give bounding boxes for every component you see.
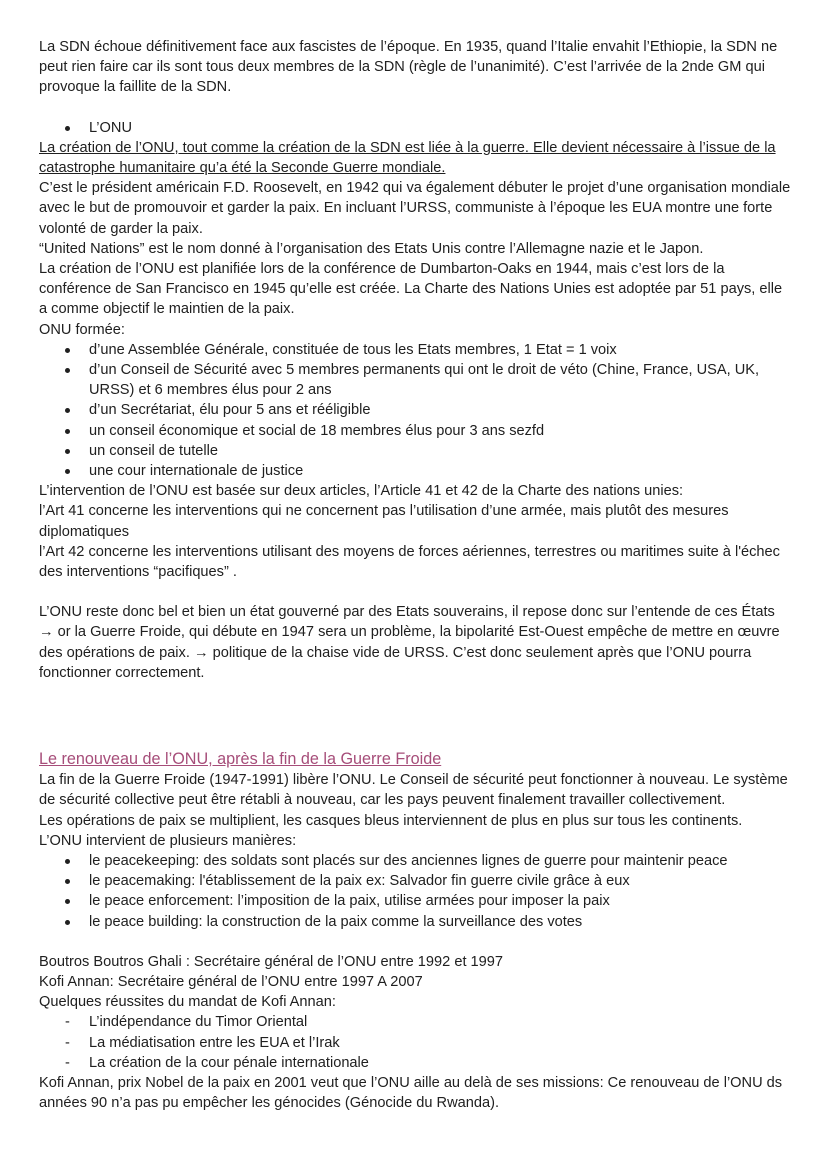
successes-list [39,1012,791,1073]
reussites-paragraph: Quelques réussites du mandat de Kofi Annan: [39,994,336,1011]
success-item: - L’indépendance du Timor Oriental [39,1012,791,1032]
onu-bullet-list [39,118,791,138]
intro-paragraph: La SDN échoue définitivement face aux fascistes de l’époque. En 1935, quand l’Italie envahit l’Ethiopie, la SDN ne peut rien faire car ils sont tous deux membres de la SDN (règle de l’unanimité). C’est l’arrivée de la 2nde GM qui provoque la faillite de la SDN. [39,39,778,96]
conclusion-paragraph: L’ONU reste donc bel et bien un état gouverné par des Etats souverains, il repose donc sur l’entende de ces États → or la Guerre Froide, qui débute en 1947 sera un problème, la bipolarité Est-Ouest empêche de mettre en œuvre des opérations de paix. → politique de la chaise vide de URSS. C’est donc seulement après que l’ONU pourra fonctionner correctement. [39,604,780,681]
fin-guerre-froide-paragraph: La fin de la Guerre Froide (1947-1991) libère l’ONU. Le Conseil de sécurité peut fonctionner à nouveau. Le système de sécurité collective peut être rétabli à nouveau, car les pays peuvent finalement travailler collectivement. [39,772,788,809]
spacer [39,932,791,952]
organ-item: d’un Secrétariat, élu pour 5 ans et rééligible [39,400,791,420]
boutros-paragraph: Boutros Boutros Ghali : Secrétaire général de l’ONU entre 1992 et 1997 [39,953,504,970]
onu-organs-list [39,340,791,481]
section-heading: Le renouveau de l’ONU, après la fin de la Guerre Froide [39,750,442,769]
manieres-paragraph: L’ONU intervient de plusieurs manières: [39,832,297,849]
spacer [39,683,791,743]
onu-underlined-paragraph: La création de l’ONU, tout comme la création de la SDN est liée à la guerre. Elle devient nécessaire à l’issue de la catastrophe humanitaire qu’a été la Seconde Guerre mondiale. [39,139,776,177]
peace-modes-list [39,851,791,932]
united-nations-paragraph: “United Nations” est le nom donné à l’organisation des Etats Unis contre l’Allemagne nazie et le Japon. [39,240,704,257]
peace-mode-item: le peace enforcement: l’imposition de la paix, utilise armées pour imposer la paix [39,891,791,911]
organ-item: un conseil économique et social de 18 membres élus pour 3 ans sezfd [39,421,791,441]
roosevelt-paragraph: C’est le président américain F.D. Roosevelt, en 1942 qui va également débuter le projet d’une organisation mondiale avec le but de promouvoir et garder la paix. En incluant l’URSS, communiste à l’époque les EUA montre une forte volonté de garder la paix. [39,180,791,237]
intervention-paragraph: L’intervention de l’ONU est basée sur deux articles, l’Article 41 et 42 de la Charte des nations unies: [39,483,684,500]
organ-item: d’une Assemblée Générale, constituée de tous les Etats membres, 1 Etat = 1 voix [39,340,791,360]
success-item: - La médiatisation entre les EUA et l’Irak [39,1033,791,1053]
spacer [39,98,791,118]
onu-bullet: L’ONU [39,118,791,138]
art41-paragraph: l’Art 41 concerne les interventions qui ne concernent pas l’utilisation d’une armée, mais plutôt des mesures diplomatiques [39,503,729,540]
spacer [39,582,791,602]
organ-item: un conseil de tutelle [39,441,791,461]
nobel-paragraph: Kofi Annan, prix Nobel de la paix en 2001 veut que l’ONU aille au delà de ses missions: Ce renouveau de l’ONU ds années 90 n’a pas pu empêcher les génocides (Génocide du Rwanda). [39,1074,783,1112]
success-item: - La création de la cour pénale internationale [39,1053,791,1073]
operations-paragraph: Les opérations de paix se multiplient, les casques bleus interviennent de plus en plus sur tous les continents. [39,812,743,829]
onu-formed-label: ONU formée: [39,321,125,338]
kofi-paragraph: Kofi Annan: Secrétaire général de l’ONU entre 1997 A 2007 [39,973,423,990]
peace-mode-item: le peacekeeping: des soldats sont placés sur des anciennes lignes de guerre pour maintenir peace [39,851,791,871]
creation-paragraph: La création de l’ONU est planifiée lors de la conférence de Dumbarton-Oaks en 1944, mais c’est lors de la conférence de San Francisco en 1945 qu’elle est créée. La Charte des Nations Unies est adoptée par 51 pays, elle a comme objectif le maintien de la paix. [39,261,783,318]
peace-mode-item: le peacemaking: l'établissement de la paix ex: Salvador fin guerre civile grâce à eux [39,871,791,891]
organ-item: une cour internationale de justice [39,461,791,481]
organ-item: d’un Conseil de Sécurité avec 5 membres permanents qui ont le droit de véto (Chine, France, USA, UK, URSS) et 6 membres élus pour 2 ans [39,360,791,400]
art42-paragraph: l’Art 42 concerne les interventions utilisant des moyens de forces aériennes, terrestres ou maritimes suite à l'échec des interventions “pacifiques” . [39,543,780,581]
document-page [39,37,791,1113]
peace-mode-item: le peace building: la construction de la paix comme la surveillance des votes [39,912,791,932]
